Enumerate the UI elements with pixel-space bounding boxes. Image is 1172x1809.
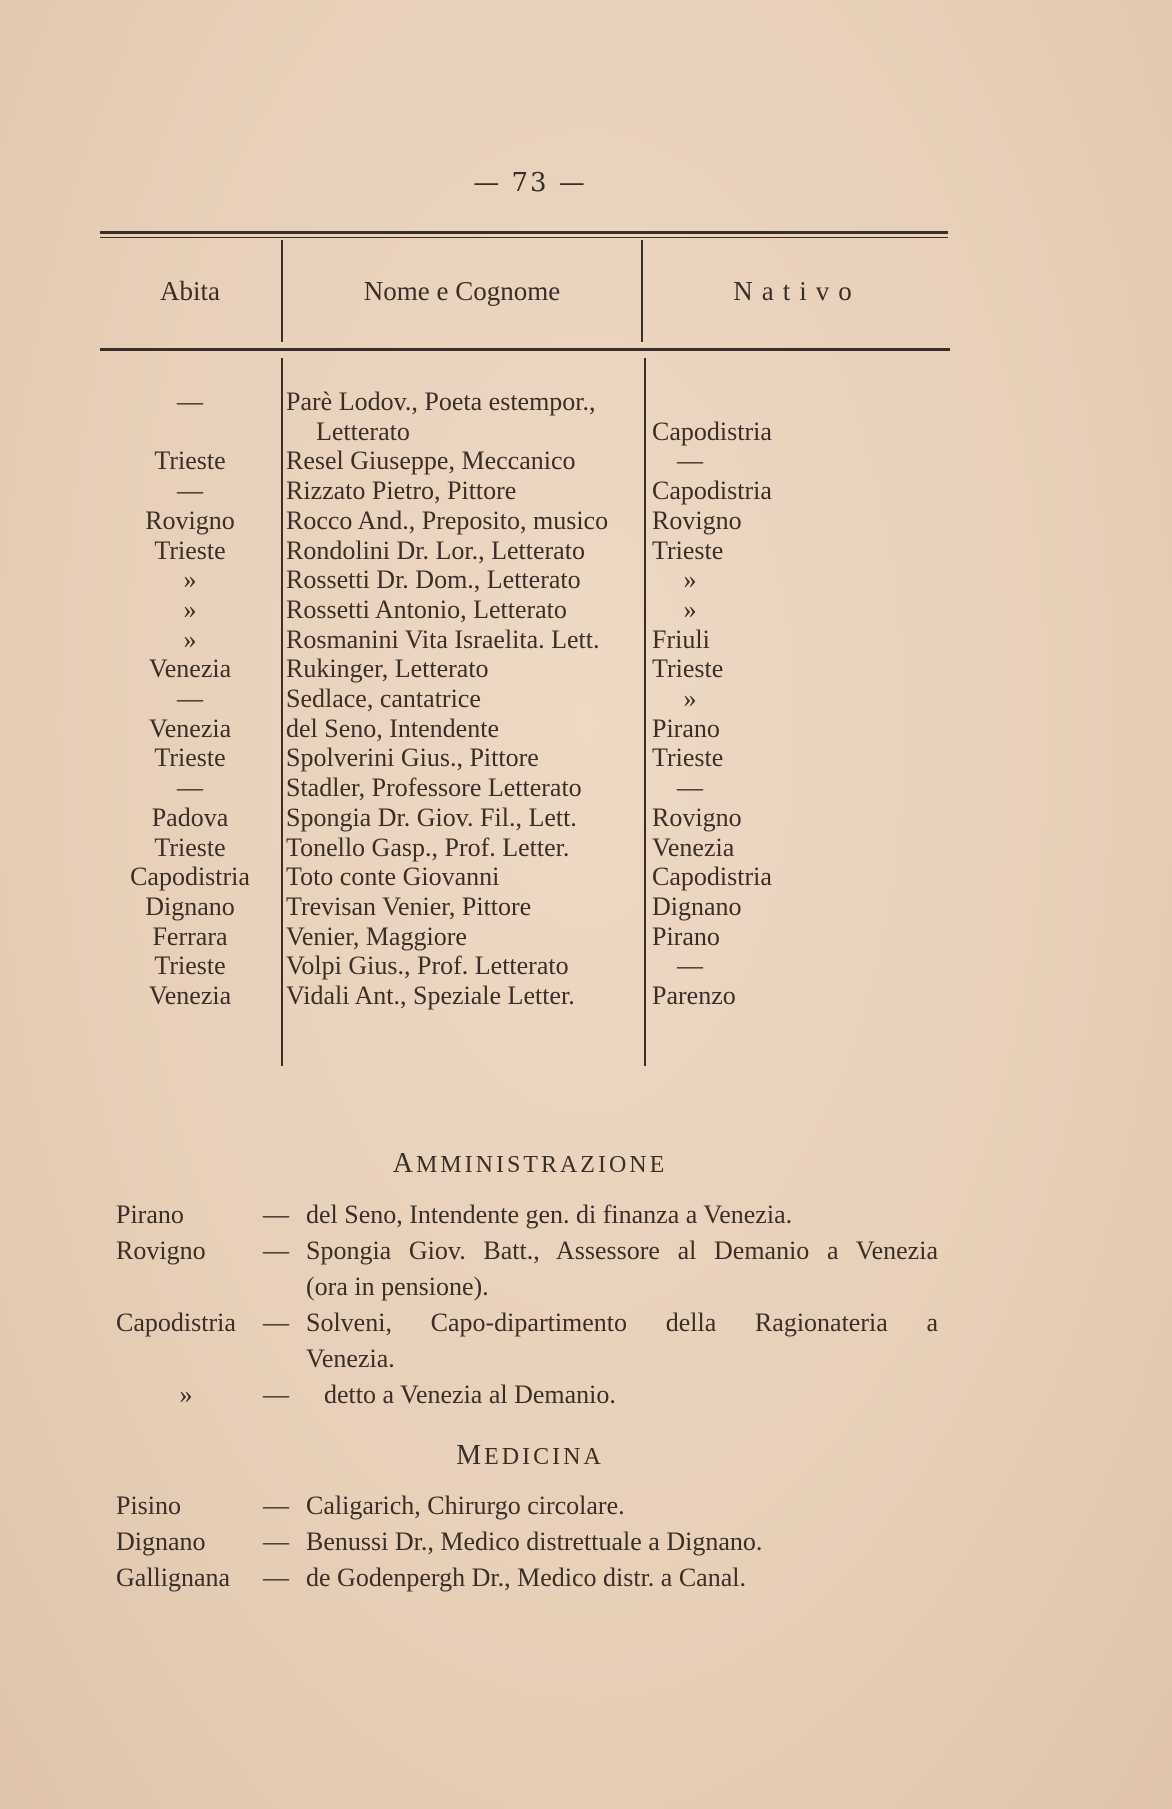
cell-abita: Trieste	[154, 951, 226, 981]
entry-place: Gallignana	[116, 1563, 231, 1592]
cell-nativo: —	[677, 773, 703, 803]
cell-nativo: Trieste	[652, 535, 724, 565]
list-item	[0, 1308, 1172, 1342]
entry-place: »	[179, 1380, 193, 1409]
cell-nativo: —	[677, 446, 703, 476]
cell-abita: Trieste	[154, 743, 226, 773]
cell-nome: Tonello Gasp., Prof. Letter.	[286, 832, 570, 862]
cell-abita: Trieste	[154, 832, 226, 862]
list-item	[0, 1563, 1172, 1597]
header-abita: Abita	[160, 276, 220, 306]
table-row	[0, 833, 1172, 863]
table-row	[0, 743, 1172, 773]
table-row	[0, 684, 1172, 714]
cell-nativo: Friuli	[652, 624, 710, 654]
cell-nativo: Pirano	[652, 713, 720, 743]
table-row	[0, 862, 1172, 892]
cell-nativo: Parenzo	[652, 981, 736, 1010]
entry-dash: —	[263, 1380, 289, 1409]
table-row	[0, 951, 1172, 981]
amministrazione-title-rest: MMINISTRAZIONE	[415, 1152, 668, 1178]
cell-nome: Rocco And., Preposito, musico	[286, 505, 609, 535]
cell-nativo: —	[677, 951, 703, 981]
list-item	[0, 1527, 1172, 1561]
table-row	[0, 981, 1172, 1011]
cell-nome: Parè Lodov., Poeta estempor.,	[286, 387, 596, 416]
cell-nome: del Seno, Intendente	[286, 713, 499, 743]
cell-nome: Rukinger, Letterato	[286, 654, 489, 684]
cell-abita: Padova	[151, 802, 229, 832]
list-item	[0, 1236, 1172, 1270]
cell-nativo: Capodistria	[652, 862, 772, 892]
entry-place: Rovigno	[116, 1236, 206, 1265]
cell-nome: Stadler, Professore Letterato	[286, 773, 582, 803]
table-row	[0, 922, 1172, 952]
cell-nativo: »	[683, 684, 697, 713]
cell-nome: Rosmanini Vita Israelita. Lett.	[286, 624, 600, 654]
cell-nativo: »	[683, 594, 697, 624]
entry-dash: —	[263, 1491, 289, 1520]
header-nativo: Nativo	[733, 276, 861, 306]
table-row	[0, 446, 1172, 476]
amministrazione-title-initial: A	[392, 1148, 416, 1179]
cell-abita: —	[177, 387, 203, 416]
table-row	[0, 565, 1172, 595]
entry-text: Venezia.	[306, 1344, 395, 1373]
table-row	[0, 506, 1172, 536]
entry-place: Pisino	[116, 1491, 182, 1520]
cell-nativo: »	[683, 565, 697, 595]
table-row	[0, 892, 1172, 922]
cell-nome: Toto conte Giovanni	[286, 862, 500, 892]
entry-text: de Godenpergh Dr., Medico distr. a Canal.	[306, 1563, 746, 1592]
cell-abita: »	[183, 624, 197, 654]
cell-nome: Venier, Maggiore	[286, 921, 467, 951]
entry-place: Pirano	[116, 1200, 184, 1229]
header-nome: Nome e Cognome	[363, 276, 561, 306]
table-top-rule	[100, 231, 948, 234]
entry-text: Caligarich, Chirurgo circolare.	[306, 1491, 625, 1520]
table-row	[0, 417, 1172, 447]
cell-abita: —	[177, 773, 203, 803]
cell-nome: Trevisan Venier, Pittore	[286, 891, 532, 921]
cell-abita: Venezia	[148, 981, 232, 1010]
table-row	[0, 476, 1172, 506]
entry-place: Capodistria	[116, 1308, 236, 1337]
cell-abita: »	[183, 565, 197, 595]
entry-text: Solveni, Capo-dipartimento della Ragionateria a	[306, 1308, 938, 1337]
cell-nome: Rondolini Dr. Lor., Letterato	[286, 535, 585, 565]
cell-abita: Trieste	[154, 446, 226, 476]
medicina-title-initial: M	[456, 1440, 485, 1471]
table-row	[0, 714, 1172, 744]
cell-abita: —	[177, 684, 203, 713]
cell-nome: Volpi Gius., Prof. Letterato	[286, 951, 569, 981]
list-item	[0, 1344, 1172, 1378]
header-divider-2	[641, 240, 643, 342]
list-item	[0, 1272, 1172, 1306]
cell-abita: Rovigno	[145, 505, 235, 535]
entry-dash: —	[263, 1563, 289, 1592]
cell-nativo: Capodistria	[652, 416, 772, 446]
medicina-title-rest: EDICINA	[484, 1444, 604, 1470]
entry-dash: —	[263, 1527, 289, 1556]
entry-dash: —	[263, 1200, 289, 1229]
table-row	[0, 595, 1172, 625]
cell-abita: Ferrara	[152, 921, 228, 951]
cell-nativo: Trieste	[652, 654, 724, 684]
cell-nome: Rizzato Pietro, Pittore	[286, 476, 517, 506]
entry-dash: —	[263, 1308, 289, 1337]
cell-nativo: Dignano	[652, 891, 742, 921]
cell-nome: Spongia Dr. Giov. Fil., Lett.	[286, 802, 577, 832]
cell-abita: Dignano	[145, 891, 235, 921]
entry-text: (ora in pensione).	[306, 1272, 489, 1301]
table-row	[0, 654, 1172, 684]
entry-text: detto a Venezia al Demanio.	[324, 1380, 616, 1409]
cell-nome: Rossetti Antonio, Letterato	[286, 594, 567, 624]
entry-text: del Seno, Intendente gen. di finanza a Venezia.	[306, 1200, 793, 1229]
cell-nativo: Trieste	[652, 743, 724, 773]
cell-nome: Spolverini Gius., Pittore	[286, 743, 539, 773]
cell-nativo: Rovigno	[652, 505, 742, 535]
entry-text: Benussi Dr., Medico distrettuale a Dignano.	[306, 1527, 763, 1556]
list-item	[0, 1491, 1172, 1525]
amministrazione-title	[0, 1148, 1060, 1180]
entry-text: Spongia Giov. Batt., Assessore al Demanio a Venezia	[306, 1236, 938, 1265]
cell-abita: —	[177, 476, 203, 506]
table-top-rule-thin	[100, 237, 948, 238]
list-item	[0, 1200, 1172, 1234]
cell-nativo: Pirano	[652, 921, 720, 951]
table-row	[0, 803, 1172, 833]
cell-abita: Venezia	[148, 713, 232, 743]
cell-nome: Sedlace, cantatrice	[286, 684, 481, 713]
entry-place: Dignano	[116, 1527, 206, 1556]
cell-nativo: Rovigno	[652, 802, 742, 832]
entry-dash: —	[263, 1236, 289, 1265]
cell-nome: Resel Giuseppe, Meccanico	[286, 446, 576, 476]
table-row	[0, 387, 1172, 417]
table-row	[0, 625, 1172, 655]
cell-abita: Venezia	[148, 654, 232, 684]
table-row	[0, 536, 1172, 566]
cell-nome: Vidali Ant., Speziale Letter.	[286, 981, 575, 1010]
medicina-title	[0, 1440, 1060, 1472]
cell-abita: Capodistria	[130, 862, 250, 892]
cell-abita: »	[183, 594, 197, 624]
cell-nativo: Capodistria	[652, 476, 772, 506]
cell-nome: Letterato	[316, 416, 410, 446]
table-header-rule	[100, 348, 950, 351]
cell-nome: Rossetti Dr. Dom., Letterato	[286, 565, 581, 595]
page-number: — 73 —	[473, 168, 587, 198]
cell-abita: Trieste	[154, 535, 226, 565]
cell-nativo: Venezia	[652, 832, 735, 862]
table-row	[0, 773, 1172, 803]
list-item	[0, 1380, 1172, 1414]
